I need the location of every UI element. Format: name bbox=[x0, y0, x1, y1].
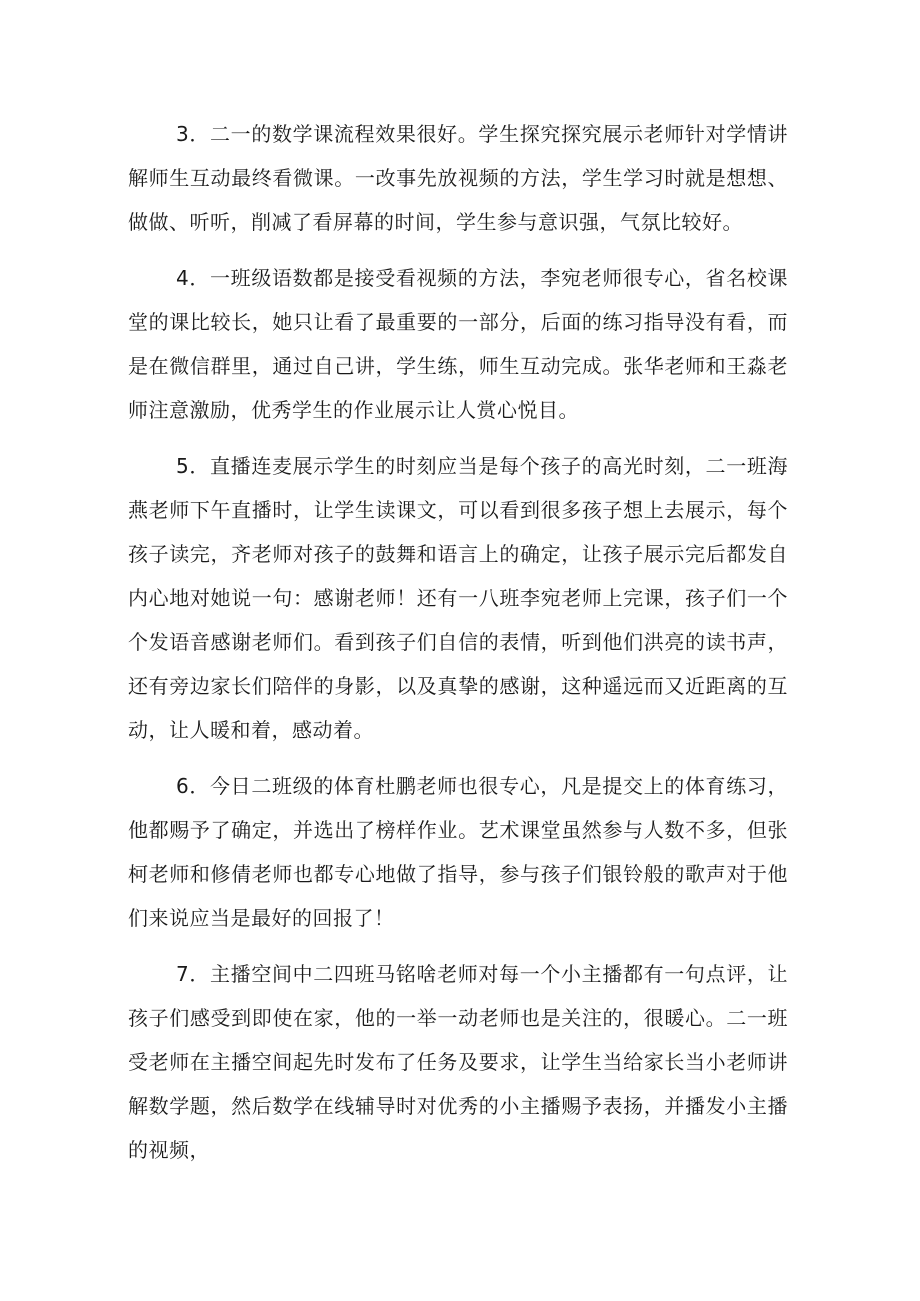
paragraph-3: 3．二一的数学课流程效果很好。学生探究探究展示老师针对学情讲解师生互动最终看微课。一改事先放视频的方法，学生学习时就是想想、做做、听听，削减了看屏幕的时间，学生参与意识强，气氛比较好。 bbox=[128, 122, 788, 234]
paragraph-4: 4．一班级语数都是接受看视频的方法，李宛老师很专心，省名校课堂的课比较长，她只让看了最重要的一部分，后面的练习指导没有看，而是在微信群里，通过自己讲，学生练，师生互动完成。张华老师和王淼老师注意激励，优秀学生的作业展示让人赏心悦目。 bbox=[128, 266, 788, 422]
paragraph-7: 7．主播空间中二四班马铭啥老师对每一个小主播都有一句点评，让孩子们感受到即使在家，他的一举一动老师也是关注的，很暖心。二一班受老师在主播空间起先时发布了任务及要求，让学生当给家长当小老师讲解数学题，然后数学在线辅导时对优秀的小主播赐予表扬，并播发小主播的视频， bbox=[128, 962, 788, 1162]
paragraph-5: 5．直播连麦展示学生的时刻应当是每个孩子的高光时刻，二一班海燕老师下午直播时，让学生读课文，可以看到很多孩子想上去展示，每个孩子读完，齐老师对孩子的鼓舞和语言上的确定，让孩子展示完后都发自内心地对她说一句：感谢老师！还有一八班李宛老师上完课，孩子们一个个发语音感谢老师们。看到孩子们自信的表情，听到他们洪亮的读书声，还有旁边家长们陪伴的身影，以及真挚的感谢，这种遥远而又近距离的互动，让人暖和着，感动着。 bbox=[128, 454, 788, 742]
paragraph-6: 6．今日二班级的体育杜鹏老师也很专心，凡是提交上的体育练习，他都赐予了确定，并选出了榜样作业。艺术课堂虽然参与人数不多，但张柯老师和修倩老师也都专心地做了指导，参与孩子们银铃般的歌声对于他们来说应当是最好的回报了！ bbox=[128, 774, 788, 930]
document-body bbox=[128, 112, 788, 1184]
